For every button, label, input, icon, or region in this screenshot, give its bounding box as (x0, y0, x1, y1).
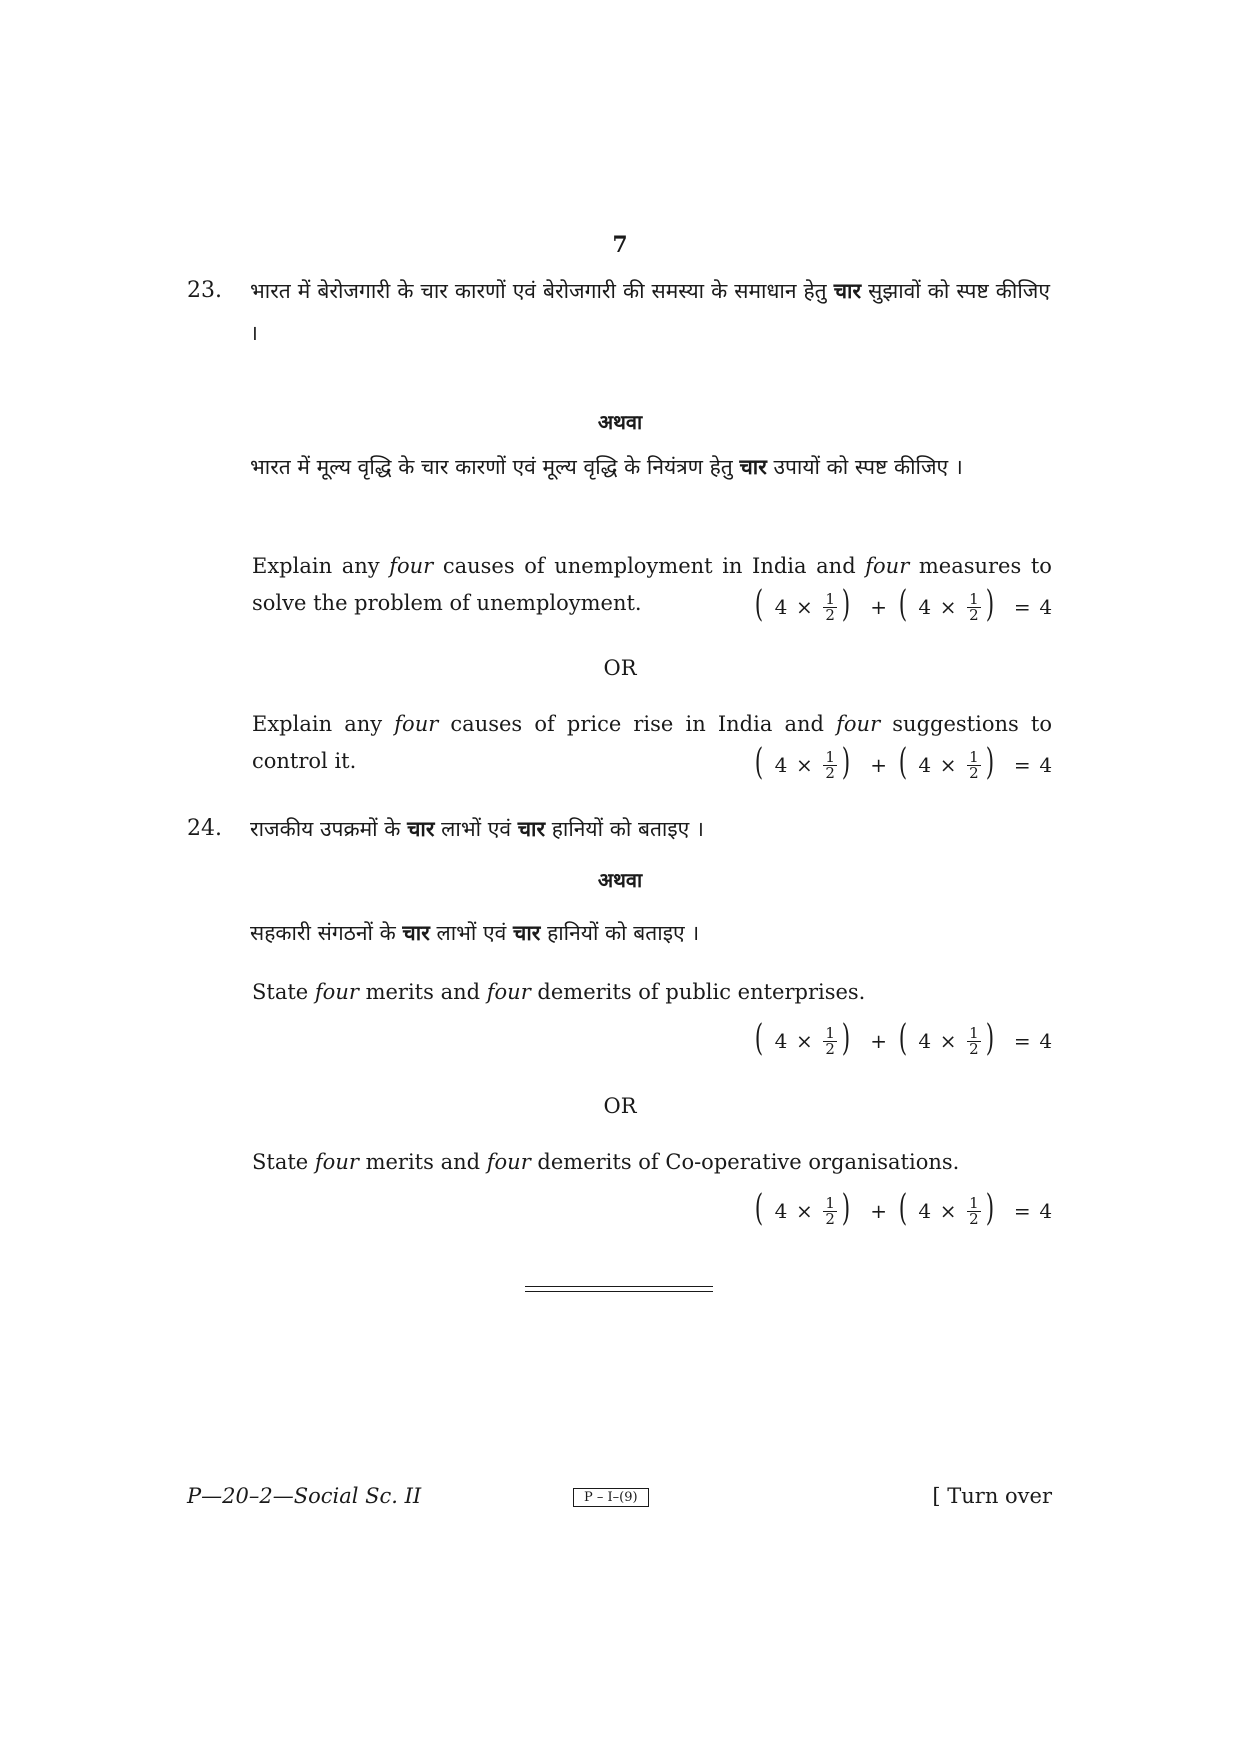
q24-english-part-5: demerits of public enterprises. (537, 980, 866, 1004)
q24-alt-english-part-3: merits and (365, 1150, 481, 1174)
frac-denominator: 2 (825, 1039, 835, 1058)
marks-q23 (752, 584, 1052, 630)
q24-hindi-bold-1: चार (407, 817, 435, 841)
frac-numerator: 1 (825, 1193, 835, 1212)
frac-numerator: 1 (969, 1193, 979, 1212)
frac-denominator: 2 (825, 605, 835, 624)
q23-alt-english-italic-2: four (836, 712, 881, 736)
q24-hindi-bold-2: चार (517, 817, 546, 841)
marks-plus: + (870, 595, 888, 619)
footer-turn-over: [ Turn over (932, 1484, 1052, 1508)
marks-four: 4 (774, 1029, 788, 1053)
marks-total: 4 (1039, 595, 1053, 619)
marks-four: 4 (918, 753, 932, 777)
q23-or-hindi: अथवा (597, 410, 643, 434)
q23-alt-hindi-bold: चार (739, 455, 767, 479)
q23-alt-english-part-3: causes of price rise in India and (450, 712, 824, 736)
marks-fraction (967, 589, 981, 624)
marks-close-paren: ) (841, 1188, 851, 1229)
marks-fraction (967, 1193, 981, 1228)
marks-plus: + (870, 1199, 888, 1223)
marks-times: × (796, 1199, 813, 1223)
marks-equals: = (1013, 1029, 1031, 1053)
marks-q23-alt (752, 742, 1052, 788)
q24-alt-english-text (252, 1144, 1052, 1181)
q23-alt-english-italic-1: four (394, 712, 439, 736)
marks-fraction (823, 1193, 837, 1228)
marks-open-paren: ( (898, 742, 907, 783)
frac-numerator: 1 (969, 747, 979, 766)
marks-equals: = (1013, 753, 1031, 777)
q24-or-hindi: अथवा (597, 868, 643, 892)
marks-equals: = (1013, 595, 1031, 619)
q24-alt-hindi-part-c: हानियों को बताइए । (547, 921, 700, 945)
q23-hindi-text (250, 270, 1050, 354)
page-number: 7 (612, 232, 628, 258)
frac-denominator: 2 (969, 763, 979, 782)
marks-close-paren: ) (841, 742, 851, 783)
q24-or-english: OR (603, 1094, 637, 1118)
marks-close-paren: ) (985, 1188, 994, 1229)
q23-english-part-5: measures to solve the problem of unemployment. (252, 554, 1052, 615)
end-double-rule (525, 1286, 713, 1292)
marks-times: × (796, 595, 813, 619)
q24-alt-hindi-bold-1: चार (402, 921, 430, 945)
marks-close-paren: ) (985, 1018, 994, 1059)
q24-english-italic-1: four (314, 980, 359, 1004)
q23-alt-hindi-part-b: उपायों को स्पष्ट कीजिए । (773, 455, 963, 479)
q23-alt-english-part-5: suggestions to control it. (252, 712, 1052, 773)
marks-fraction (967, 747, 981, 782)
marks-open-paren: ( (754, 1188, 764, 1229)
marks-times: × (939, 753, 957, 777)
marks-four: 4 (774, 753, 788, 777)
q24-hindi-part-b: लाभों एवं (441, 817, 511, 841)
marks-total: 4 (1039, 753, 1053, 777)
q23-english-part-3: causes of unemployment in India and (442, 554, 856, 578)
q23-english-part-1: Explain any (252, 554, 380, 578)
q24-hindi-text (250, 808, 1050, 850)
marks-total: 4 (1039, 1029, 1053, 1053)
marks-q24-alt (752, 1188, 1052, 1234)
marks-close-paren: ) (841, 584, 851, 625)
q23-hindi-bold: चार (833, 279, 862, 303)
q24-alt-hindi-part-b: लाभों एवं (436, 921, 507, 945)
frac-denominator: 2 (825, 1209, 835, 1228)
marks-close-paren: ) (841, 1018, 851, 1059)
marks-open-paren: ( (754, 742, 764, 783)
marks-open-paren: ( (754, 1018, 764, 1059)
frac-numerator: 1 (969, 589, 979, 608)
q24-alt-hindi-text (250, 912, 1050, 954)
marks-fraction (823, 747, 837, 782)
marks-times: × (796, 1029, 813, 1053)
marks-plus: + (870, 1029, 888, 1053)
marks-equals: = (1013, 1199, 1031, 1223)
q24-english-part-3: merits and (365, 980, 481, 1004)
q23-hindi-part-a: भारत में बेरोजगारी के चार कारणों एवं बेरोजगारी की समस्या के समाधान हेतु (250, 279, 827, 303)
frac-numerator: 1 (969, 1023, 979, 1042)
q23-or-english: OR (603, 656, 637, 680)
marks-four: 4 (774, 1199, 788, 1223)
marks-total: 4 (1039, 1199, 1053, 1223)
marks-times: × (939, 595, 957, 619)
question-number-23: 23. (187, 278, 222, 303)
marks-times: × (939, 1199, 957, 1223)
q24-alt-english-italic-1: four (314, 1150, 359, 1174)
q24-alt-english-part-5: demerits of Co-operative organisations. (537, 1150, 960, 1174)
frac-numerator: 1 (825, 747, 835, 766)
marks-fraction (967, 1023, 981, 1058)
q24-english-text (252, 974, 1052, 1011)
q24-hindi-part-c: हानियों को बताइए । (551, 817, 704, 841)
frac-denominator: 2 (969, 605, 979, 624)
q24-alt-hindi-part-a: सहकारी संगठनों के (250, 921, 396, 945)
footer-boxed-code: P – I–(9) (573, 1488, 649, 1507)
marks-open-paren: ( (898, 1188, 907, 1229)
q23-hindi-part-b: सुझावों को स्पष्ट कीजिए । (250, 279, 1050, 345)
marks-fraction (823, 1023, 837, 1058)
frac-numerator: 1 (825, 1023, 835, 1042)
q23-english-italic-2: four (865, 554, 910, 578)
frac-denominator: 2 (969, 1209, 979, 1228)
marks-close-paren: ) (985, 584, 994, 625)
marks-plus: + (870, 753, 888, 777)
q23-alt-hindi-text (250, 446, 1050, 488)
marks-four: 4 (918, 595, 932, 619)
marks-open-paren: ( (898, 584, 907, 625)
frac-denominator: 2 (825, 763, 835, 782)
marks-fraction (823, 589, 837, 624)
q23-english-italic-1: four (389, 554, 434, 578)
marks-q24 (752, 1018, 1052, 1064)
q24-alt-english-part-1: State (252, 1150, 309, 1174)
marks-close-paren: ) (985, 742, 994, 783)
marks-times: × (796, 753, 813, 777)
q24-english-italic-2: four (486, 980, 531, 1004)
marks-four: 4 (918, 1199, 932, 1223)
q24-hindi-part-a: राजकीय उपक्रमों के (250, 817, 401, 841)
q23-alt-english-part-1: Explain any (252, 712, 383, 736)
frac-denominator: 2 (969, 1039, 979, 1058)
marks-open-paren: ( (898, 1018, 907, 1059)
footer-paper-code: P—20–2—Social Sc. II (187, 1484, 422, 1508)
q24-alt-english-italic-2: four (486, 1150, 531, 1174)
q24-alt-hindi-bold-2: चार (513, 921, 541, 945)
marks-times: × (939, 1029, 957, 1053)
marks-four: 4 (774, 595, 788, 619)
marks-four: 4 (918, 1029, 932, 1053)
question-number-24: 24. (187, 816, 222, 841)
frac-numerator: 1 (825, 589, 835, 608)
q24-english-part-1: State (252, 980, 309, 1004)
marks-open-paren: ( (754, 584, 764, 625)
q23-alt-hindi-part-a: भारत में मूल्य वृद्धि के चार कारणों एवं मूल्य वृद्धि के नियंत्रण हेतु (250, 455, 733, 479)
